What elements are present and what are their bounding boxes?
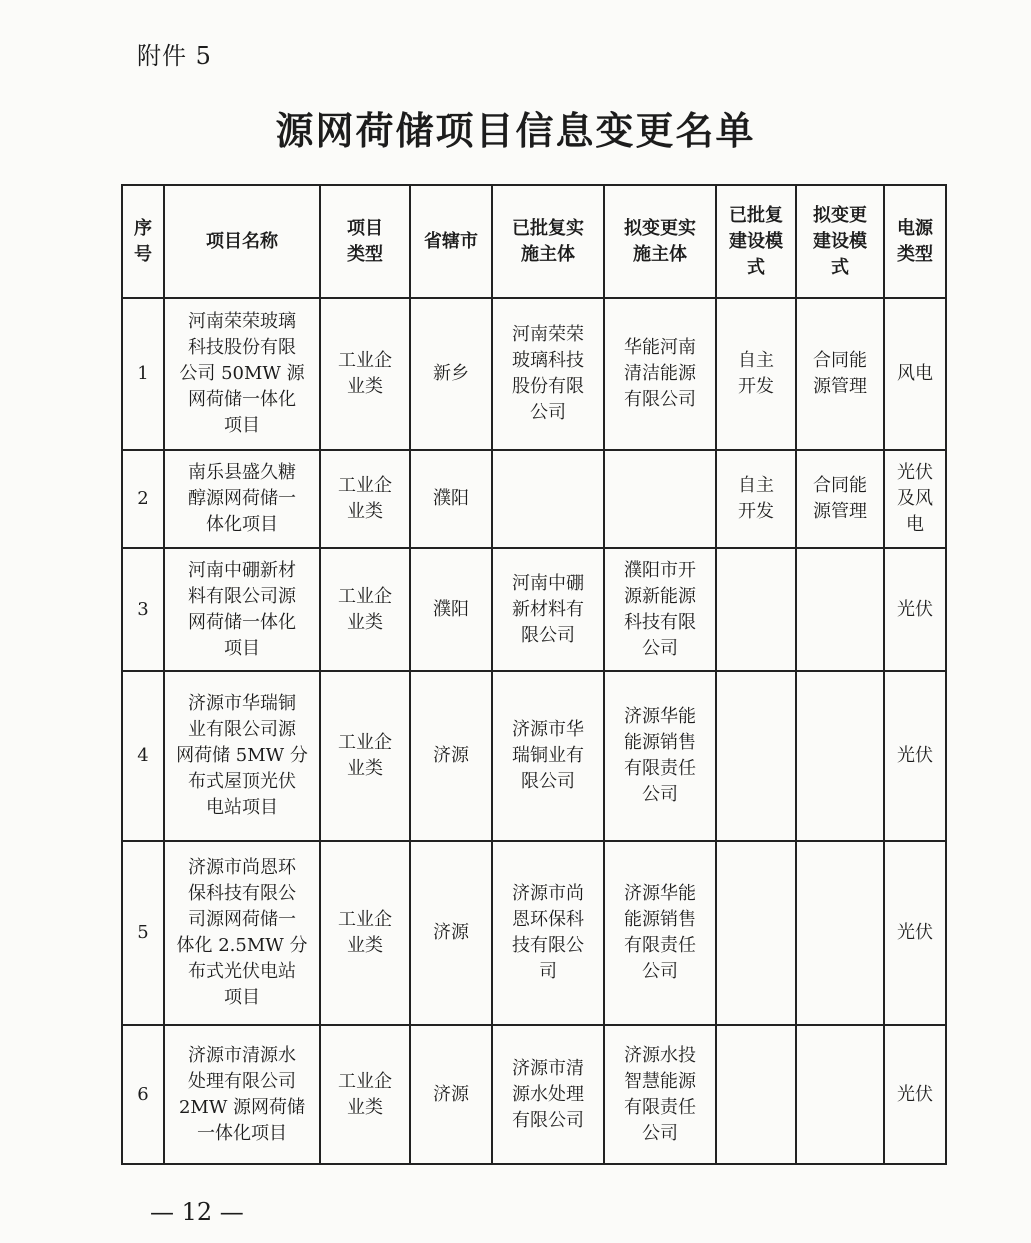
cell-proposed-entity: 华能河南 清洁能源 有限公司 [604,298,716,450]
cell-approved-mode [716,1025,796,1164]
cell-approved-mode: 自主 开发 [716,450,796,548]
cell-approved-entity: 河南中硼 新材料有 限公司 [492,548,604,671]
cell-city: 济源 [410,1025,492,1164]
cell-seq: 4 [122,671,164,841]
cell-power-type: 光伏 [884,841,946,1025]
cell-power-type: 光伏 及风 电 [884,450,946,548]
header-proposed-entity: 拟变更实 施主体 [604,185,716,298]
cell-type: 工业企 业类 [320,1025,410,1164]
cell-proposed-mode [796,841,884,1025]
cell-seq: 6 [122,1025,164,1164]
attachment-label: 附件 5 [137,42,212,70]
header-row [122,185,946,298]
cell-proposed-mode [796,671,884,841]
cell-type: 工业企 业类 [320,548,410,671]
header-type: 项目 类型 [320,185,410,298]
table-row [122,1025,946,1164]
cell-proposed-entity: 濮阳市开 源新能源 科技有限 公司 [604,548,716,671]
cell-name: 济源市华瑞铜 业有限公司源 网荷储 5MW 分 布式屋顶光伏 电站项目 [164,671,320,841]
cell-city: 济源 [410,671,492,841]
cell-type: 工业企 业类 [320,298,410,450]
header-city: 省辖市 [410,185,492,298]
header-approved-mode: 已批复 建设模 式 [716,185,796,298]
page-number: — 12 — [150,1198,244,1226]
cell-approved-mode: 自主 开发 [716,298,796,450]
cell-proposed-mode [796,1025,884,1164]
cell-power-type: 光伏 [884,671,946,841]
cell-proposed-entity: 济源水投 智慧能源 有限责任 公司 [604,1025,716,1164]
cell-city: 濮阳 [410,450,492,548]
cell-proposed-entity: 济源华能 能源销售 有限责任 公司 [604,671,716,841]
cell-city: 濮阳 [410,548,492,671]
project-change-table [121,184,947,1165]
cell-name: 济源市清源水 处理有限公司 2MW 源网荷储 一体化项目 [164,1025,320,1164]
table-row [122,450,946,548]
cell-power-type: 光伏 [884,548,946,671]
cell-approved-mode [716,548,796,671]
cell-proposed-mode: 合同能 源管理 [796,298,884,450]
cell-type: 工业企 业类 [320,671,410,841]
cell-city: 济源 [410,841,492,1025]
cell-power-type: 风电 [884,298,946,450]
cell-approved-entity [492,450,604,548]
cell-seq: 2 [122,450,164,548]
cell-approved-entity: 济源市清 源水处理 有限公司 [492,1025,604,1164]
cell-approved-entity: 济源市华 瑞铜业有 限公司 [492,671,604,841]
cell-type: 工业企 业类 [320,841,410,1025]
cell-approved-mode [716,671,796,841]
table-row [122,841,946,1025]
table-row [122,671,946,841]
header-power-type: 电源 类型 [884,185,946,298]
cell-name: 南乐县盛久糖 醇源网荷储一 体化项目 [164,450,320,548]
table-row [122,548,946,671]
cell-name: 济源市尚恩环 保科技有限公 司源网荷储一 体化 2.5MW 分 布式光伏电站 项目 [164,841,320,1025]
cell-proposed-mode [796,548,884,671]
cell-type: 工业企 业类 [320,450,410,548]
cell-seq: 5 [122,841,164,1025]
header-name: 项目名称 [164,185,320,298]
cell-power-type: 光伏 [884,1025,946,1164]
cell-seq: 1 [122,298,164,450]
cell-proposed-entity [604,450,716,548]
header-proposed-mode: 拟变更 建设模 式 [796,185,884,298]
cell-proposed-entity: 济源华能 能源销售 有限责任 公司 [604,841,716,1025]
table-row [122,298,946,450]
cell-approved-entity: 济源市尚 恩环保科 技有限公 司 [492,841,604,1025]
cell-approved-mode [716,841,796,1025]
cell-approved-entity: 河南荣荣 玻璃科技 股份有限 公司 [492,298,604,450]
header-approved-entity: 已批复实 施主体 [492,185,604,298]
cell-name: 河南荣荣玻璃 科技股份有限 公司 50MW 源 网荷储一体化 项目 [164,298,320,450]
cell-city: 新乡 [410,298,492,450]
cell-seq: 3 [122,548,164,671]
page-title: 源网荷储项目信息变更名单 [275,108,756,153]
cell-proposed-mode: 合同能 源管理 [796,450,884,548]
cell-name: 河南中硼新材 料有限公司源 网荷储一体化 项目 [164,548,320,671]
header-seq: 序 号 [122,185,164,298]
